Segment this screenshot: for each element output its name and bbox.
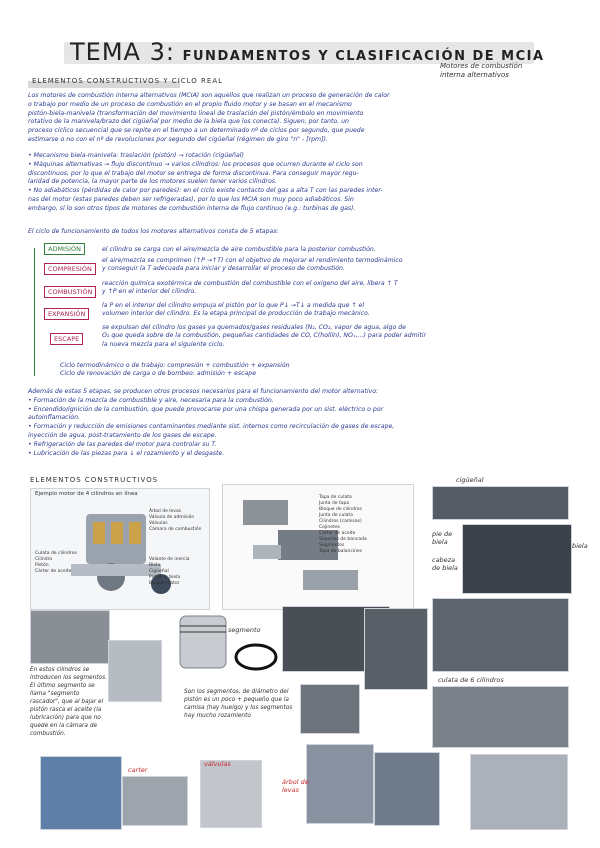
cycle-notes: Ciclo termodinámico o de trabajo: compresión + combustión + expansión Ciclo de renovación de carga o de bombeo: admisión + escape <box>60 362 290 378</box>
subtitle: Motores de combustión interna alternativos <box>440 62 523 79</box>
valves-photo <box>200 760 262 828</box>
oil-pump-photo <box>470 754 568 830</box>
piston-rings-figure <box>176 612 282 682</box>
figure1-title: Ejemplo motor de 4 cilindros en línea <box>35 491 138 497</box>
figure1-labels-right: Volante de inercia Biela Cigüeñal Pistón + biela Bloque motor <box>149 557 190 586</box>
stage-compresion: COMPRESIÓN <box>44 263 96 275</box>
stage-escape-text: se expulsan del cilindro los gases ya quemados/gases residuales (N₂, CO₂, vapor de agua, algo de O₂ que queda sobre de la combustión, pequeñas cantidades de CO, C(hollín), NOₓ,...) para poder admitir la nueva mezcla para el siguiente ciclo. <box>102 324 427 348</box>
extra-processes: Además de estas 5 etapas, se producen otros procesos necesarios para el funcionamiento del motor alternativo: • Formación de la mezcla de combustible y aire, necesaria para la combustión. • Encendido/ignición de la combustión, que puede provocarse por una chispa generada por un sist. eléctrico o por autoinflamación. • Formación y reducción de emisiones contaminantes mediante sist. internos como recirculación de gases de escape, inyección de agua, post-tratamiento de los gases de escape. • Refrigeración de las paredes del motor para controlar su T. • Lubricación de las piezas para ↓ el rozamiento y el desgaste. <box>28 388 395 457</box>
crankshaft-photo <box>432 486 569 520</box>
engine-figure <box>30 488 210 610</box>
biela-label: biela <box>572 542 588 550</box>
valve-train-render <box>374 752 440 826</box>
stage-expansion: EXPANSIÓN <box>44 308 89 320</box>
stage-admision: ADMISIÓN <box>44 243 85 255</box>
carter-label: carter <box>128 766 148 774</box>
title-main: TEMA 3: <box>70 38 175 66</box>
title-rest: FUNDAMENTOS Y CLASIFICACIÓN DE MCIA <box>182 49 545 64</box>
camshaft-render <box>306 744 374 824</box>
bullet-list-1: • Mecanismo biela-manivela: traslación (pistón) → rotación (cigüeñal) • Máquinas alternativas → flujo discontinuo → varios cilindros: los procesos que ocurren durante el ciclo son discontinuos, por lo que el trabajo del motor se entrega de forma discontinua. Para conseguir mayor regu- laridad de potencia, la mayor parte de los motores suelen tener varios cilindros. • No adiabáticos (pérdidas de calor por paredes): en el ciclo existe contacto del gas a alta T con las paredes inter- nas del motor (estas paredes deben ser refrigeradas), por lo que los MCIA son muy poco adiabáticos. Sin embargo, sí lo son otros tipos de motores de combustión interna de flujo continuo (e.g.: turbinas de gas). <box>28 152 383 212</box>
engine-cutaway-icon <box>31 489 209 609</box>
exploded-engine-icon <box>223 485 413 609</box>
arbol-levas-label: árbol de levas <box>282 778 309 794</box>
oil-pan-photo <box>122 776 188 826</box>
cabeza-biela-label: cabeza de biela <box>432 556 458 572</box>
figure1-labels: Árbol de levas Válvula de admisión Válvulas Cámara de combustión <box>149 509 202 532</box>
culata-label: culata de 6 cilindros <box>438 676 504 684</box>
piston-cutaway-photo <box>108 640 162 702</box>
stage-escape: ESCAPE <box>50 333 83 345</box>
pistons-annotation: En estos cilindros se introducen los segmentos. El último segmento se llama "segmento rascador", que al bajar el pistón rasca el aceite (la lubricación) para que no quede en la cámara de combustión. <box>30 667 107 737</box>
cycle-intro: El ciclo de funcionamiento de todos los motores alternativos consta de 5 etapas: <box>28 228 279 235</box>
crankshaft-label: cigüeñal <box>456 476 484 484</box>
segmento-label: segmento <box>228 626 261 634</box>
section2-heading: ELEMENTOS CONSTRUCTIVOS <box>30 476 159 484</box>
crankshaft-assembly-photo <box>432 598 569 672</box>
pie-biela-label: pie de biela <box>432 530 453 546</box>
figure1-labels-left: Culata de cilindros Cilindro Pistón Cárter de aceite <box>35 551 77 574</box>
figure2-labels: Tapa de culata Junta de tapa Bloque de cilindros Junta de culata Cilindros (camisas) Cojinetes Carter de aceite Soportes de bancada Segmentos Tapa de balancines <box>319 495 367 554</box>
six-cylinder-head-photo <box>432 686 569 748</box>
pistons-crank-render <box>40 756 122 830</box>
piston-rings-icon <box>176 612 282 682</box>
section-heading: ELEMENTOS CONSTRUCTIVOS Y CICLO REAL <box>32 77 224 85</box>
valvulas-label: válvulas <box>204 760 231 768</box>
intro-paragraph: Los motores de combustión interna alternativos (MCIA) son aquellos que realizan un proceso de generación de calor o trabajo por medio de un proceso de combustión en el propio fluido motor y se basan en el mecanismo pistón-biela-manivela (transformación del movimiento lineal de traslación del pistón/émbolo en movimiento rotativo de la manivela/brazo del cigüeñal por medio de la biela que los conecta). Siguen, por tanto, un proceso cíclico secuencial que se repite en el tiempo a un determinado nº de ciclos por segundo, que puede estimarse o no con el nº de revoluciones por segundo del cigüeñal (régimen de giro "n" - [rpm]). <box>28 92 390 143</box>
engine-block-photo <box>300 684 360 734</box>
cylinder-head-photo <box>364 608 428 690</box>
exploded-engine-figure <box>222 484 414 610</box>
stage-expansion-text: la P en el interior del cilindro empuja el pistón por lo que P↓ →T↓ a medida que ↑ el volumen interior del cilindro. Es la etapa principal de producción de trabajo mecánico. <box>102 302 370 318</box>
stage-combustion: COMBUSTIÓN <box>44 286 96 298</box>
segmentos-annotation: Son los segmentos, de diámetro del pistón es un poco + pequeño que la camisa (hay huelgo) y los segmentos hay mucho rozamiento <box>184 689 293 719</box>
piston-photo <box>30 610 110 664</box>
stage-combustion-text: reacción química exotérmica de combustión del combustible con el oxígeno del aire, libera ↑ T y ↑P en el interior del cilindro. <box>102 280 398 296</box>
stage-tree-line <box>34 248 35 376</box>
stage-compresion-text: el aire/mezcla se comprimen (↑P →↑T) con el objetivo de mejorar el rendimiento termodinámico y conseguir la T adecuada para iniciar y desarrollar el proceso de combustión. <box>102 257 403 273</box>
stage-admision-text: el cilindro se carga con el aire/mezcla de aire combustible para la posterior combustión. <box>102 246 376 253</box>
connecting-rods-photo <box>462 524 572 594</box>
